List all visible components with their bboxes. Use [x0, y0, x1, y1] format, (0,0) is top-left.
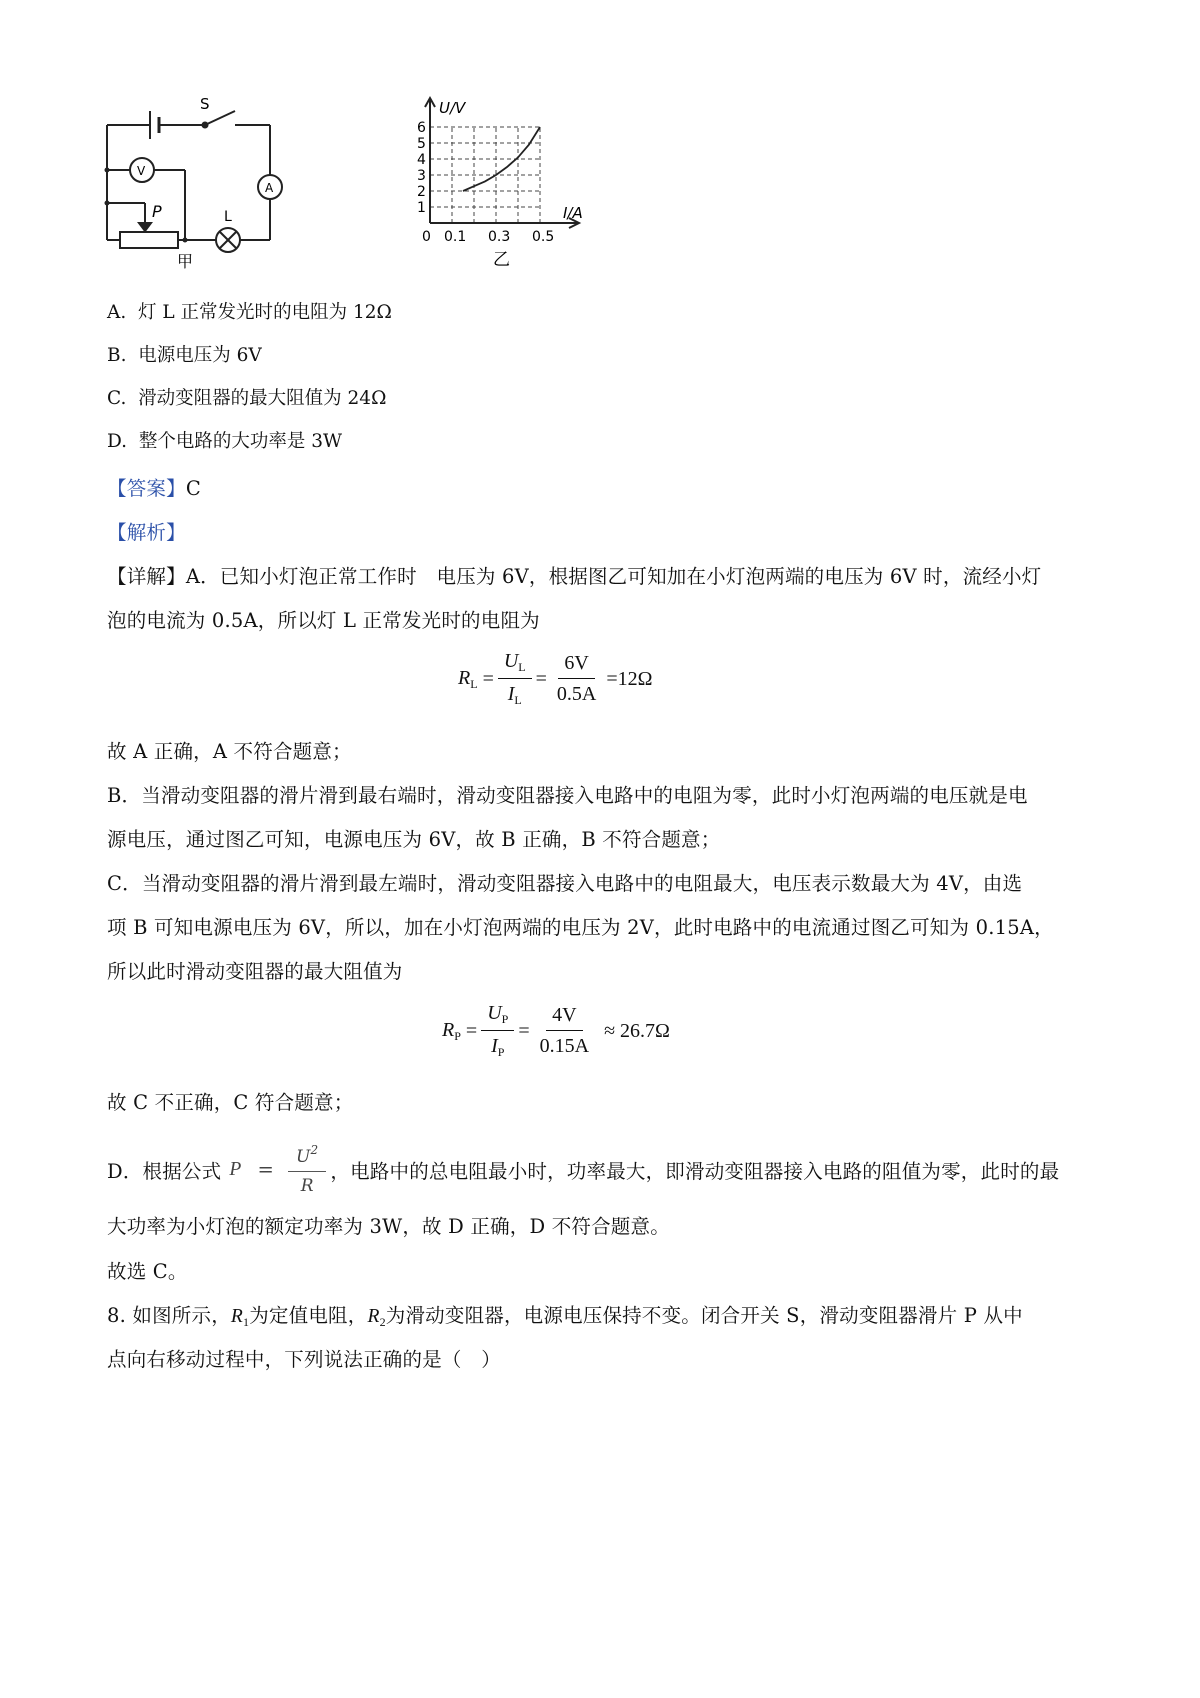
option-c	[107, 384, 386, 410]
detail-a-line2: 泡的电流为 0.5A，所以灯 L 正常发光时的电阻为	[107, 609, 540, 632]
switch-label: S	[200, 95, 210, 113]
formula-power-frac: $\frac{U^2}{R}$	[288, 1143, 326, 1196]
detail-a-conclusion: 故 A 正确，A 不符合题意；	[107, 740, 352, 763]
y-tick-label: 3	[417, 168, 426, 184]
option-b	[107, 341, 262, 367]
formula-rp: $R_P$ = $\frac{U_P}{I_P}$ = $\frac{4V}{0.15A}$ ≈ 26.7Ω	[442, 1002, 670, 1059]
option-b-text: 电源电压为 6V	[138, 345, 262, 366]
formula-rl-frac2: $\frac{6V}{0.5A}$	[556, 652, 597, 705]
option-c-letter: C.	[107, 388, 127, 409]
detail-d-line1: D．根据公式 P = $\frac{U^2}{R}$ ，电路中的总电阻最小时，功率最大，即滑动变阻器接入电路的阻值为零，此时的最	[107, 1143, 1060, 1196]
rheostat-label: P	[152, 202, 162, 221]
option-a	[107, 298, 392, 324]
detail-final: 故选 C。	[107, 1260, 188, 1283]
option-d-text: 整个电路的大功率是 3W	[138, 431, 342, 452]
option-a-text: 灯 L 正常发光时的电阻为 12Ω	[138, 302, 392, 323]
formula-rp-frac2: $\frac{4V}{0.15A}$	[539, 1004, 590, 1057]
formula-rl-frac1: $\frac{U_L}{I_L}$	[498, 650, 532, 708]
graph-caption: 乙	[493, 250, 510, 270]
option-b-letter: B.	[107, 345, 127, 366]
detail-b-line1: B．当滑动变阻器的滑片滑到最右端时，滑动变阻器接入电路中的电阻为零，此时小灯泡两端的电压就是电	[107, 784, 1028, 807]
rheostat-body	[120, 232, 178, 248]
option-a-letter: A.	[107, 302, 127, 323]
graph-grid	[430, 127, 540, 223]
option-d	[107, 427, 342, 453]
option-c-text: 滑动变阻器的最大阻值为 24Ω	[138, 388, 387, 409]
graph-xlabel: I/A	[563, 204, 583, 222]
detail-c-line2: 项 B 可知电源电压为 6V，所以，加在小灯泡两端的电压为 2V，此时电路中的电流通过图乙可知为 0.15A，	[107, 916, 1054, 939]
answer-tag: 【答案】	[107, 477, 186, 500]
x-tick-label: 0.3	[488, 229, 511, 245]
y-tick-label: 4	[417, 152, 426, 168]
x-tick-label: 0.1	[444, 229, 467, 245]
formula-rp-frac1: $\frac{U_P}{I_P}$	[481, 1002, 514, 1060]
y-tick-label: 1	[417, 200, 426, 216]
detail-tag: 【详解】	[107, 565, 186, 588]
lamp-label: L	[224, 209, 232, 225]
x-tick-label: 0.5	[532, 229, 555, 245]
answer-line	[107, 473, 201, 501]
detail-a-line1: 【详解】A．已知小灯泡正常工作时 电压为 6V，根据图乙可知加在小灯泡两端的电压为 6V 时，流经小灯	[107, 565, 1042, 588]
answer-value: C	[185, 477, 201, 500]
detail-c-line3: 所以此时滑动变阻器的最大阻值为	[107, 960, 403, 983]
y-tick-label: 6	[417, 120, 426, 136]
detail-d-line2: 大功率为小灯泡的额定功率为 3W，故 D 正确，D 不符合题意。	[107, 1215, 670, 1238]
ui-graph	[405, 95, 605, 280]
detail-b-line2: 源电压，通过图乙可知，电源电压为 6V，故 B 正确，B 不符合题意；	[107, 828, 721, 851]
analysis-tag: 【解析】	[107, 521, 186, 544]
y-tick-label: 2	[417, 184, 426, 200]
circuit-diagram	[95, 95, 315, 295]
detail-c-line1: C．当滑动变阻器的滑片滑到最左端时，滑动变阻器接入电路中的电阻最大，电压表示数最大为 4V，由选	[107, 872, 1023, 895]
x-tick-label: 0	[422, 229, 431, 245]
switch-blade	[205, 111, 235, 125]
voltmeter-label: V	[137, 164, 146, 178]
graph-ylabel: U/V	[439, 99, 466, 117]
question8-line2: 点向右移动过程中，下列说法正确的是（ ）	[107, 1348, 502, 1371]
formula-rl: $R_L$ = $\frac{U_L}{I_L}$ = $\frac{6V}{0.5A}$ =12Ω	[458, 650, 653, 707]
option-d-letter: D.	[107, 431, 128, 452]
detail-c-conclusion: 故 C 不正确，C 符合题意；	[107, 1091, 354, 1114]
y-tick-label: 5	[417, 136, 426, 152]
graph-axes	[425, 98, 579, 228]
circuit-caption: 甲	[177, 252, 194, 271]
ammeter-label: A	[265, 181, 274, 195]
question8-line1: 8. 如图所示，$R_1$为定值电阻，$R_2$为滑动变阻器，电源电压保持不变。闭合开关 S，滑动变阻器滑片 P 从中	[107, 1304, 1023, 1329]
